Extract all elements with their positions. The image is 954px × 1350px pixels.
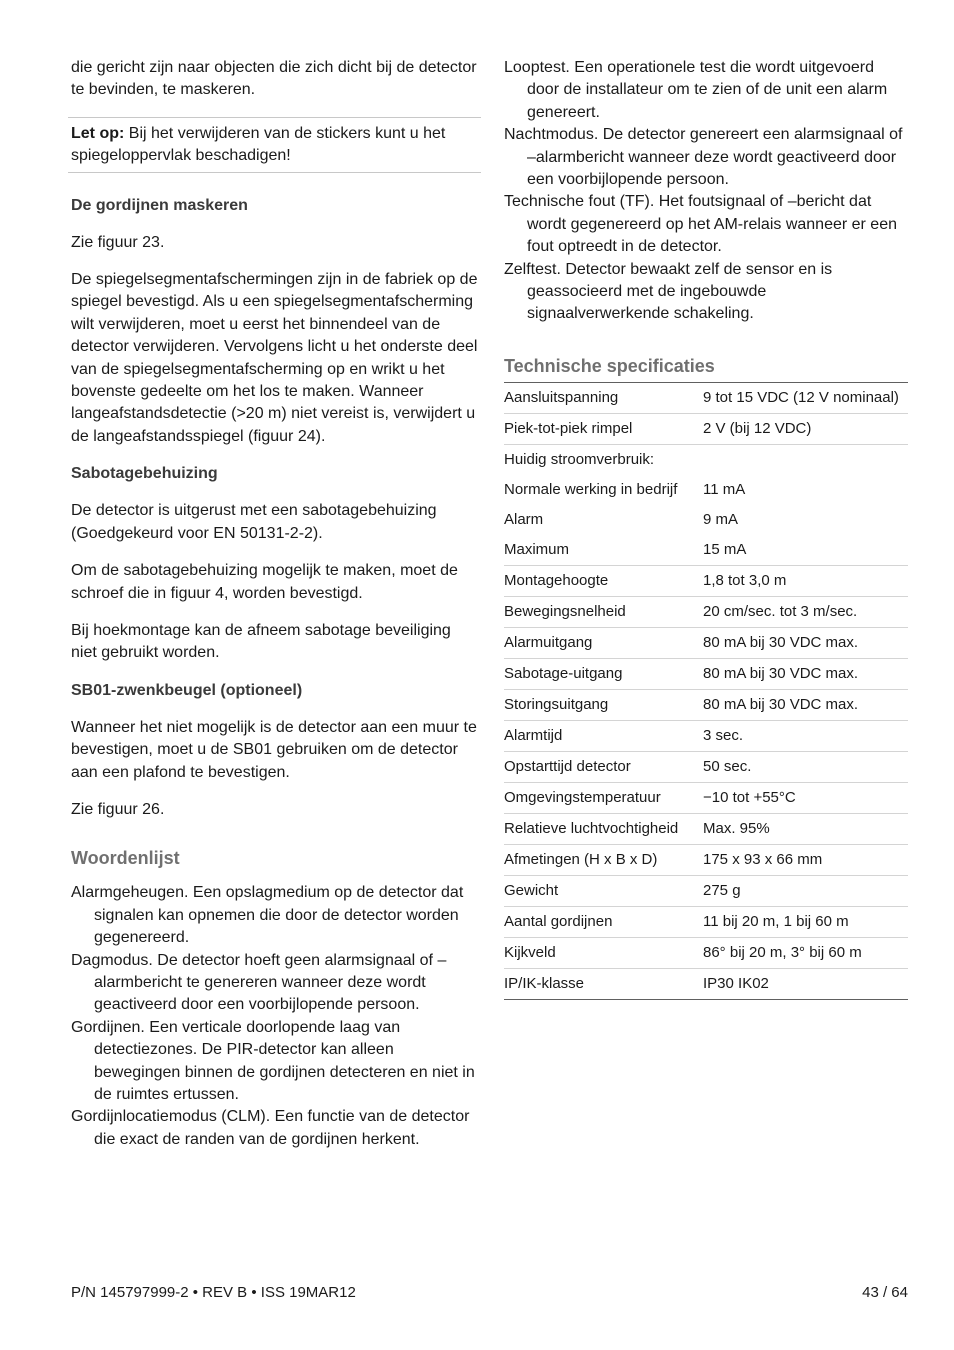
spec-label: Sabotage-uitgang bbox=[504, 658, 703, 689]
spec-label: Aantal gordijnen bbox=[504, 906, 703, 937]
spec-row bbox=[504, 565, 908, 596]
heading-technische-specificaties: Technische specificaties bbox=[504, 355, 715, 376]
paragraph-sb01-2: Zie figuur 26. bbox=[71, 800, 165, 818]
spec-row bbox=[504, 751, 908, 782]
paragraph-gordijnen-1: Zie figuur 23. bbox=[71, 233, 165, 251]
spec-value: 175 x 93 x 66 mm bbox=[703, 844, 908, 875]
spec-row bbox=[504, 937, 908, 968]
spec-value: 9 tot 15 VDC (12 V nominaal) bbox=[703, 382, 908, 413]
paragraph-sb01-1: Wanneer het niet mogelijk is de detector aan een muur te bevestigen, moet u de SB01 gebruiken om de detector aan een plafond te bevestigen. bbox=[71, 718, 477, 781]
spec-row bbox=[504, 689, 908, 720]
spec-value: 80 mA bij 30 VDC max. bbox=[703, 627, 908, 658]
spec-label: Gewicht bbox=[504, 875, 703, 906]
footer-part-number: P/N 145797999-2 • REV B • ISS 19MAR12 bbox=[71, 1284, 356, 1301]
glossary-list-left bbox=[71, 882, 478, 1151]
spec-value: 275 g bbox=[703, 875, 908, 906]
heading-sb01: SB01-zwenkbeugel (optioneel) bbox=[71, 681, 303, 699]
spec-value: 1,8 tot 3,0 m bbox=[703, 565, 908, 596]
spec-label: Afmetingen (H x B x D) bbox=[504, 844, 703, 875]
intro-paragraph: die gericht zijn naar objecten die zich dicht bij de detector te bevinden, te maskeren. bbox=[71, 59, 477, 99]
spec-label: Opstarttijd detector bbox=[504, 751, 703, 782]
spec-row bbox=[504, 782, 908, 813]
spec-value: 86° bij 20 m, 3° bij 60 m bbox=[703, 937, 908, 968]
spec-label: Aansluitspanning bbox=[504, 382, 703, 413]
spec-value: 50 sec. bbox=[703, 751, 908, 782]
spec-label: Piek-tot-piek rimpel bbox=[504, 413, 703, 444]
spec-label: Omgevingstemperatuur bbox=[504, 782, 703, 813]
glossary-entry: Zelftest. Detector bewaakt zelf de sensor en is geassocieerd met de ingebouwde signaalverwerkende schakeling. bbox=[504, 260, 833, 323]
right-column bbox=[504, 57, 908, 1000]
spec-value: 11 mA bbox=[703, 480, 746, 498]
paragraph-sabotage-2: Om de sabotagebehuizing mogelijk te maken, moet de schroef die in figuur 4, worden bevestigd. bbox=[71, 562, 458, 602]
spec-row bbox=[504, 720, 908, 751]
left-column bbox=[71, 57, 478, 1151]
glossary-list-right bbox=[504, 57, 908, 326]
spec-value: 15 mA bbox=[703, 535, 908, 566]
glossary-entry: Gordijnlocatiemodus (CLM). Een functie van de detector die exact de randen van de gordijnen herkent. bbox=[71, 1108, 470, 1148]
spec-value: 20 cm/sec. tot 3 m/sec. bbox=[703, 596, 908, 627]
spec-value: 2 V (bij 12 VDC) bbox=[703, 413, 908, 444]
caution-note bbox=[68, 117, 481, 173]
spec-row bbox=[504, 875, 908, 906]
spec-row bbox=[504, 968, 908, 999]
glossary-entry: Alarmgeheugen. Een opslagmedium op de detector dat signalen kan opnemen die door de detector worden gegenereerd. bbox=[71, 884, 464, 947]
spec-row bbox=[504, 813, 908, 844]
glossary-entry: Looptest. Een operationele test die wordt uitgevoerd door de installateur om te zien of de unit een alarm genereert. bbox=[504, 59, 888, 121]
glossary-entry: Dagmodus. De detector hoeft geen alarmsignaal of –alarmbericht te genereren wanneer deze wordt geactiveerd door een voorbijlopende persoon. bbox=[71, 951, 447, 1014]
spec-row bbox=[504, 844, 908, 875]
glossary-entry: Gordijnen. Een verticale doorlopende laag van detectiezones. De PIR-detector kan alleen bewegingen binnen de gordijnen detecteren en niet in de ruimtes ertussen. bbox=[71, 1018, 475, 1103]
spec-row bbox=[504, 444, 908, 475]
spec-value: IP30 IK02 bbox=[703, 974, 769, 992]
spec-value: 80 mA bij 30 VDC max. bbox=[703, 658, 908, 689]
spec-label: Alarm bbox=[504, 510, 544, 528]
spec-row bbox=[504, 413, 908, 444]
paragraph-sabotage-1: De detector is uitgerust met een sabotagebehuizing (Goedgekeurd voor EN 50131-2-2). bbox=[71, 502, 437, 542]
spec-value bbox=[703, 444, 908, 475]
spec-label: Normale werking in bedrijf bbox=[504, 480, 678, 498]
spec-row bbox=[504, 475, 908, 505]
spec-value: 80 mA bij 30 VDC max. bbox=[703, 689, 908, 720]
spec-label: Montagehoogte bbox=[504, 565, 703, 596]
heading-woordenlijst: Woordenlijst bbox=[71, 848, 180, 869]
spec-label: Maximum bbox=[504, 535, 703, 566]
paragraph-gordijnen-2: De spiegelsegmentafschermingen zijn in de fabriek op de spiegel bevestigd. Als u een spiegelsegmentafscherming wilt verwijderen, moet u eerst het binnendeel van de detector verwijderen. Vervolgens licht u het onderste deel van de spiegelsegmentafscherming op en wrikt u het bovenste gedeelte om het los te maken. Wanneer langeafstandsdetectie (>20 m) niet vereist is, verwijdert u de langeafstandsspiegel (figuur 24). bbox=[71, 271, 478, 445]
spec-row bbox=[504, 658, 908, 689]
spec-row bbox=[504, 505, 908, 535]
spec-table bbox=[504, 382, 908, 1000]
spec-label: IP/IK-klasse bbox=[504, 974, 585, 992]
spec-label: Alarmuitgang bbox=[504, 627, 703, 658]
spec-row bbox=[504, 596, 908, 627]
spec-value: −10 tot +55°C bbox=[703, 782, 908, 813]
spec-row bbox=[504, 906, 908, 937]
footer-page-number: 43 / 64 bbox=[862, 1284, 908, 1301]
spec-value: 9 mA bbox=[703, 510, 739, 528]
spec-label: Kijkveld bbox=[504, 937, 703, 968]
spec-label: Huidig stroomverbruik: bbox=[504, 450, 655, 468]
glossary-entry: Technische fout (TF). Het foutsignaal of –bericht dat wordt gegenereerd op het AM-relais wanneer er een fout optreedt in de detector. bbox=[504, 193, 897, 256]
spec-label: Alarmtijd bbox=[504, 720, 703, 751]
heading-gordijnen-maskeren: De gordijnen maskeren bbox=[71, 196, 248, 214]
spec-label: Storingsuitgang bbox=[504, 689, 703, 720]
spec-value: Max. 95% bbox=[703, 813, 908, 844]
heading-sabotagebehuizing: Sabotagebehuizing bbox=[71, 465, 218, 483]
caution-text: Bij het verwijderen van de stickers kunt u het spiegeloppervlak beschadigen! bbox=[71, 124, 446, 165]
spec-value: 11 bij 20 m, 1 bij 60 m bbox=[703, 906, 908, 937]
paragraph-sabotage-3: Bij hoekmontage kan de afneem sabotage beveiliging niet gebruikt worden. bbox=[71, 621, 451, 662]
spec-label: Relatieve luchtvochtigheid bbox=[504, 813, 703, 844]
caution-label: Let op: bbox=[71, 124, 125, 142]
spec-value: 3 sec. bbox=[703, 720, 908, 751]
spec-label: Bewegingsnelheid bbox=[504, 596, 703, 627]
spec-row bbox=[504, 535, 908, 566]
spec-row bbox=[504, 382, 908, 413]
spec-row bbox=[504, 627, 908, 658]
glossary-entry: Nachtmodus. De detector genereert een alarmsignaal of –alarmbericht wanneer deze wordt geactiveerd door een voorbijlopende persoon. bbox=[504, 126, 903, 189]
